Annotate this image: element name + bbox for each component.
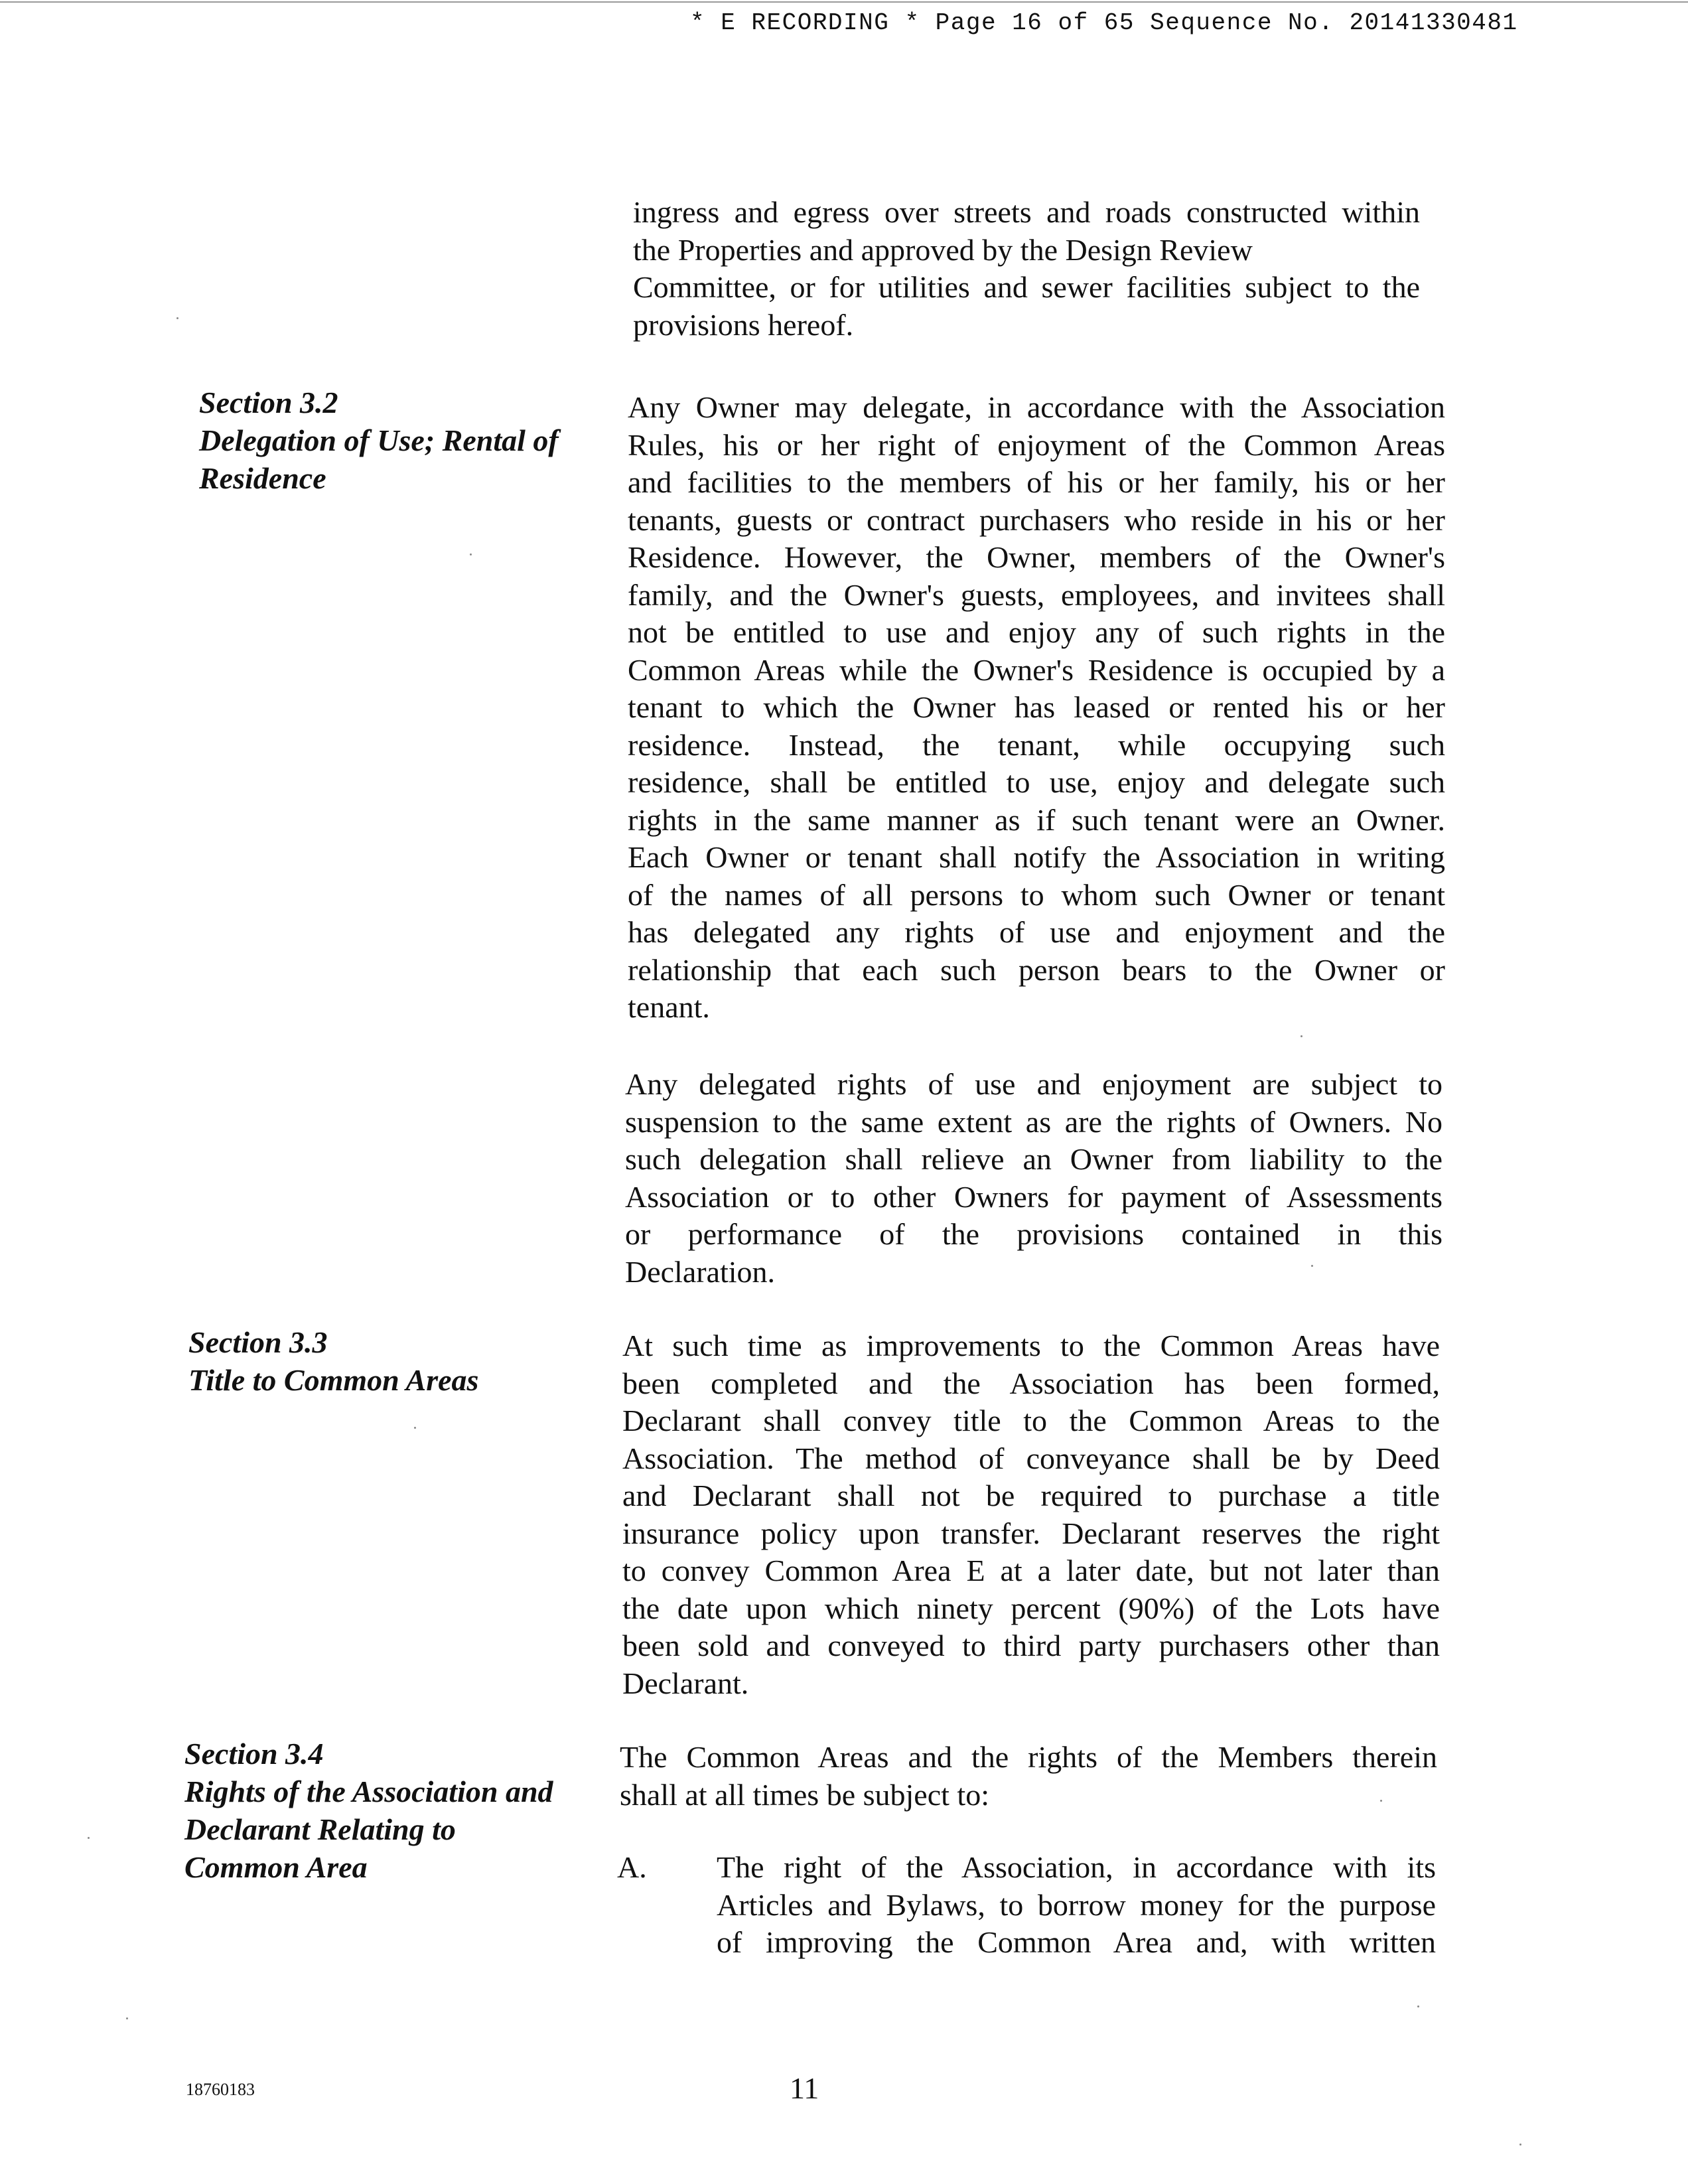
text-line: Declaration. xyxy=(625,1254,776,1289)
section-3-4-intro xyxy=(620,1739,1437,1814)
text-line: relationship that each such person bears to the Owner or xyxy=(628,952,1445,987)
scan-speck xyxy=(1311,1265,1313,1267)
text-line: family, and the Owner's guests, employees, and invitees shall xyxy=(628,577,1445,612)
text-line: rights in the same manner as if such tenant were an Owner. xyxy=(628,802,1445,837)
text-line: been completed and the Association has been formed, xyxy=(622,1366,1440,1400)
text-line: such delegation shall relieve an Owner from liability to the xyxy=(625,1142,1442,1176)
section-3-3-heading xyxy=(188,1323,478,1399)
text-line: Association or to other Owners for payment of Assessments xyxy=(625,1179,1442,1214)
page-number: 11 xyxy=(790,2071,819,2105)
text-line: and Declarant shall not be required to purchase a title xyxy=(622,1479,1440,1512)
section-3-2-paragraph-1 xyxy=(628,389,1445,1027)
section-3-2-heading xyxy=(199,384,559,497)
text-line: Common Areas while the Owner's Residence is occupied by a xyxy=(628,652,1445,687)
text-line: The right of the Association, in accordance with its xyxy=(717,1850,1436,1884)
text-line: tenant to which the Owner has leased or rented his or her xyxy=(628,690,1445,724)
text-line: Declarant. xyxy=(622,1666,749,1700)
section-number: Section 3.4 xyxy=(184,1737,324,1771)
text-line: the Properties and approved by the Design Review xyxy=(633,232,1253,267)
section-title: Delegation of Use; Rental of xyxy=(199,423,559,457)
section-title: Residence xyxy=(199,461,326,495)
scan-speck xyxy=(1417,2005,1419,2007)
text-line: Any Owner may delegate, in accordance with the Association xyxy=(628,390,1445,424)
scan-speck xyxy=(414,1427,416,1429)
text-line: The Common Areas and the rights of the Members therein xyxy=(620,1740,1437,1774)
text-line: not be entitled to use and enjoy any of such rights in the xyxy=(628,615,1445,649)
scan-speck xyxy=(88,1837,90,1839)
scan-speck xyxy=(1301,1035,1302,1037)
text-line: Rules, his or her right of enjoyment of the Common Areas xyxy=(628,427,1445,462)
text-line: to convey Common Area E at a later date, but not later than xyxy=(622,1554,1440,1587)
section-number: Section 3.2 xyxy=(199,386,338,419)
text-line: Association. The method of conveyance shall be by Deed xyxy=(622,1441,1440,1475)
scan-speck xyxy=(176,317,178,319)
text-line: Declarant shall convey title to the Common Areas to the xyxy=(622,1404,1440,1437)
recording-header: * E RECORDING * Page 16 of 65 Sequence No. 20141330481 xyxy=(690,9,1518,36)
scan-speck xyxy=(126,2017,128,2019)
text-line: of improving the Common Area and, with written xyxy=(717,1925,1436,1959)
section-number: Section 3.3 xyxy=(188,1325,328,1359)
section-title: Rights of the Association and xyxy=(184,1775,553,1808)
scan-speck xyxy=(1380,1800,1382,1802)
section-title: Title to Common Areas xyxy=(188,1363,479,1397)
text-line: tenant. xyxy=(628,990,710,1024)
text-line: insurance policy upon transfer. Declarant reserves the right xyxy=(622,1516,1440,1550)
text-line: At such time as improvements to the Common Areas have xyxy=(622,1329,1440,1362)
text-line: Each Owner or tenant shall notify the Association in writing xyxy=(628,840,1445,874)
text-line: the date upon which ninety percent (90%) of the Lots have xyxy=(622,1591,1440,1625)
section-3-3-paragraph xyxy=(622,1327,1440,1702)
text-line: been sold and conveyed to third party purchasers other than xyxy=(622,1629,1440,1662)
text-line: or performance of the provisions contained in this xyxy=(625,1217,1442,1251)
text-line: provisions hereof. xyxy=(633,307,854,342)
section-title: Declarant Relating to xyxy=(184,1812,456,1846)
section-title: Common Area xyxy=(184,1850,368,1884)
section-3-4-heading xyxy=(184,1735,553,1886)
text-line: tenants, guests or contract purchasers who reside in his or her xyxy=(628,502,1445,537)
text-line: of the names of all persons to whom such Owner or tenant xyxy=(628,877,1445,912)
text-line: has delegated any rights of use and enjoyment and the xyxy=(628,915,1445,949)
text-line: Articles and Bylaws, to borrow money for the purpose xyxy=(717,1887,1436,1922)
text-line: suspension to the same extent as are the rights of Owners. No xyxy=(625,1104,1442,1139)
top-rule xyxy=(0,1,1688,3)
section-3-2-paragraph-2 xyxy=(625,1066,1442,1291)
text-line: ingress and egress over streets and roads constructed within xyxy=(633,195,1420,229)
text-line: residence. Instead, the tenant, while occupying such xyxy=(628,727,1445,762)
continuation-paragraph xyxy=(633,194,1420,344)
scan-speck xyxy=(470,553,472,555)
text-line: Committee, or for utilities and sewer facilities subject to the xyxy=(633,270,1420,304)
text-line: and facilities to the members of his or her family, his or her xyxy=(628,465,1445,499)
item-a-letter: A. xyxy=(617,1850,647,1884)
document-number: 18760183 xyxy=(186,2080,255,2099)
text-line: Residence. However, the Owner, members of the Owner's xyxy=(628,540,1445,574)
text-line: Any delegated rights of use and enjoyment are subject to xyxy=(625,1067,1442,1101)
text-line: shall at all times be subject to: xyxy=(620,1777,989,1812)
scan-speck xyxy=(1519,2144,1521,2146)
item-a-text xyxy=(717,1849,1436,1962)
text-line: residence, shall be entitled to use, enjoy and delegate such xyxy=(628,765,1445,799)
